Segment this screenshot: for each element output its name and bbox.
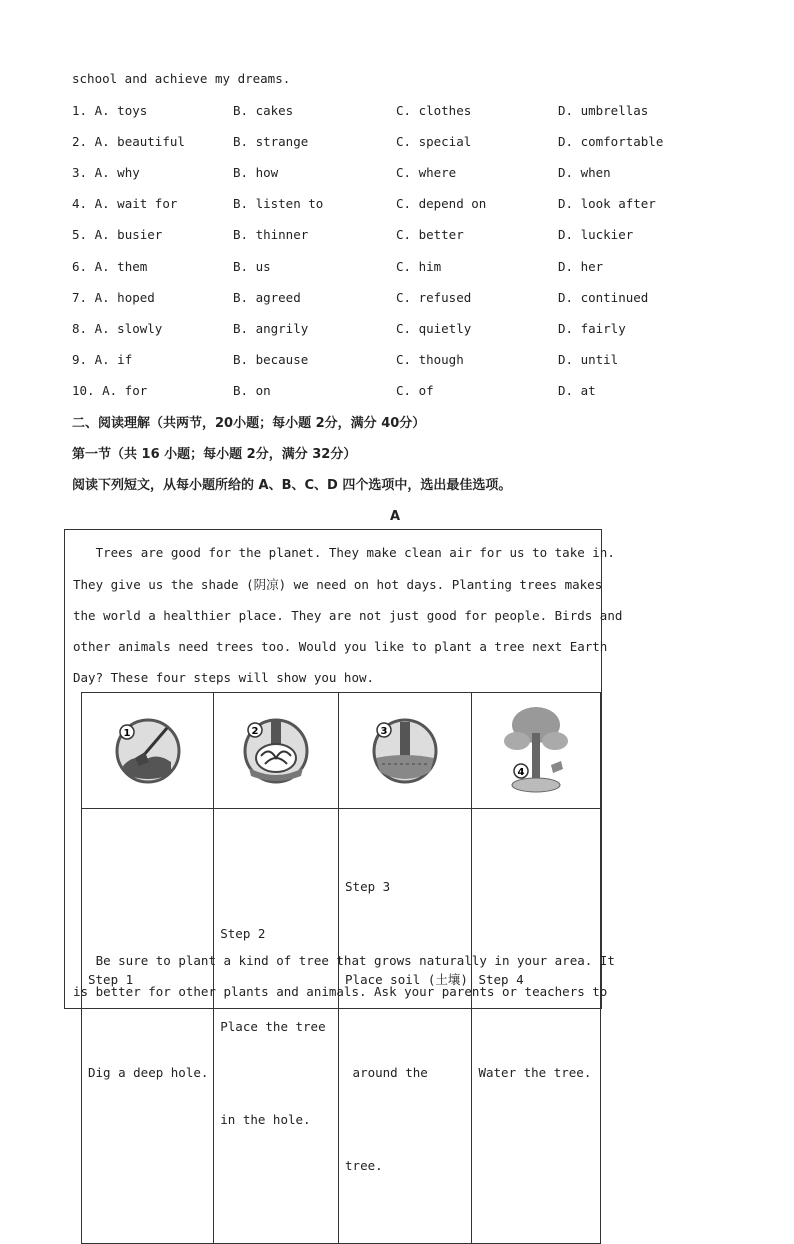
option-d: D. at	[558, 383, 596, 398]
option-c: C. him	[396, 259, 442, 274]
option-a: A. if	[94, 352, 133, 367]
option-a: A. wait for	[94, 196, 178, 211]
option-b: B. on	[233, 383, 271, 398]
option-b: B. angrily	[233, 321, 309, 336]
option-d: D. comfortable	[558, 134, 664, 149]
question-number-and-option-a	[72, 383, 147, 398]
option-row	[72, 227, 712, 245]
option-c: C. quietly	[396, 321, 472, 336]
passage-line: Trees are good for the planet. They make clean air for us to take in.	[73, 545, 615, 560]
option-row	[72, 259, 712, 277]
step-2-text-cell	[214, 809, 339, 1244]
question-number: 6.	[72, 259, 88, 274]
option-c: C. clothes	[396, 103, 472, 118]
option-c: C. special	[396, 134, 472, 149]
option-row	[72, 352, 712, 370]
option-row	[72, 290, 712, 308]
step-1-text-cell	[82, 809, 214, 1244]
option-c: C. though	[396, 352, 464, 367]
step-2-desc: in the hole.	[220, 1111, 311, 1127]
option-d: D. luckier	[558, 227, 634, 242]
steps-table	[81, 692, 601, 1244]
question-number-and-option-a	[72, 259, 147, 274]
option-a: A. slowly	[94, 321, 163, 336]
passage-line: other animals need trees too. Would you like to plant a tree next Earth	[73, 639, 608, 654]
option-a: A. busier	[94, 227, 163, 242]
option-b: B. cakes	[233, 103, 294, 118]
step-3-text-cell	[339, 809, 472, 1244]
step-2-badge: 2	[251, 725, 259, 737]
option-c: C. where	[396, 165, 457, 180]
step-4-image-cell	[472, 693, 601, 809]
option-d: D. continued	[558, 290, 649, 305]
option-d: D. fairly	[558, 321, 626, 336]
question-number-and-option-a	[72, 352, 132, 367]
option-d: D. when	[558, 165, 611, 180]
step-3-desc: around the	[345, 1065, 428, 1080]
option-c: C. of	[396, 383, 434, 398]
step-3-desc: Place soil (土壤)	[345, 972, 468, 987]
instruction: 阅读下列短文，从每小题所给的 A、B、C、D 四个选项中，选出最佳选项。	[72, 478, 512, 493]
step-4-badge: 4	[517, 766, 525, 778]
step-1-title: Step 1	[88, 972, 134, 987]
step-4-desc: Water the tree.	[478, 1065, 592, 1080]
passage-line: is better for other plants and animals. Ask your parents or teachers to	[73, 984, 608, 999]
passage-letter: A	[390, 509, 401, 524]
option-a: A. them	[94, 259, 148, 274]
option-row	[72, 165, 712, 183]
option-a: A. why	[94, 165, 140, 180]
question-number-and-option-a	[72, 165, 140, 180]
option-c: C. better	[396, 227, 464, 242]
question-number: 1.	[72, 103, 88, 118]
option-a: A. for	[102, 383, 148, 398]
option-d: D. her	[558, 259, 604, 274]
question-number-and-option-a	[72, 103, 147, 118]
option-b: B. us	[233, 259, 271, 274]
question-number: 10.	[72, 383, 95, 398]
step-3-image-cell	[339, 693, 472, 809]
passage-line: Be sure to plant a kind of tree that grows naturally in your area. It	[73, 953, 615, 968]
step-2-title: Step 2	[220, 925, 266, 941]
step-4-title: Step 4	[478, 972, 524, 987]
option-b: B. because	[233, 352, 309, 367]
option-c: C. refused	[396, 290, 472, 305]
step-2-desc: Place the tree	[220, 1018, 326, 1034]
option-d: D. look after	[558, 196, 656, 211]
question-number: 4.	[72, 196, 88, 211]
question-number-and-option-a	[72, 227, 162, 242]
passage-line: the world a healthier place. They are not just good for people. Birds and	[73, 608, 623, 623]
digging-icon	[82, 716, 213, 786]
option-b: B. how	[233, 165, 279, 180]
question-number: 5.	[72, 227, 88, 242]
option-d: D. until	[558, 352, 619, 367]
step-3-desc: tree.	[345, 1158, 383, 1173]
soil-around-tree-icon	[339, 716, 471, 786]
option-b: B. strange	[233, 134, 309, 149]
step-3-title: Step 3	[345, 879, 391, 894]
option-d: D. umbrellas	[558, 103, 649, 118]
option-a: A. toys	[94, 103, 148, 118]
option-b: B. agreed	[233, 290, 301, 305]
option-c: C. depend on	[396, 196, 487, 211]
question-number: 2.	[72, 134, 88, 149]
roots-in-hole-icon	[214, 716, 338, 786]
question-number: 9.	[72, 352, 88, 367]
option-a: A. hoped	[94, 290, 155, 305]
step-3-badge: 3	[380, 725, 388, 737]
passage-line: Day? These four steps will show you how.	[73, 670, 375, 685]
passage-box	[64, 529, 623, 1173]
question-number: 7.	[72, 290, 88, 305]
option-row	[72, 383, 712, 401]
question-number-and-option-a	[72, 321, 162, 336]
intro-line: school and achieve my dreams.	[72, 71, 291, 86]
watering-tree-icon	[472, 703, 600, 799]
section-title: 二、阅读理解（共两节，20小题；每小题 2分，满分 40分）	[72, 416, 426, 431]
step-1-desc: Dig a deep hole.	[88, 1065, 209, 1080]
passage-line: They give us the shade (阴凉) we need on hot days. Planting trees makes	[73, 577, 603, 592]
question-number-and-option-a	[72, 196, 177, 211]
step-4-text-cell	[472, 809, 601, 1244]
option-row	[72, 196, 712, 214]
step-2-image-cell	[214, 693, 339, 809]
question-number-and-option-a	[72, 134, 185, 149]
option-row	[72, 321, 712, 339]
option-row	[72, 103, 712, 121]
question-number-and-option-a	[72, 290, 155, 305]
option-row	[72, 134, 712, 152]
subsection-title: 第一节（共 16 小题；每小题 2分，满分 32分）	[72, 447, 357, 462]
question-number: 8.	[72, 321, 88, 336]
option-a: A. beautiful	[94, 134, 185, 149]
option-b: B. listen to	[233, 196, 324, 211]
step-1-image-cell	[82, 693, 214, 809]
step-1-badge: 1	[123, 727, 131, 739]
question-number: 3.	[72, 165, 88, 180]
option-b: B. thinner	[233, 227, 309, 242]
